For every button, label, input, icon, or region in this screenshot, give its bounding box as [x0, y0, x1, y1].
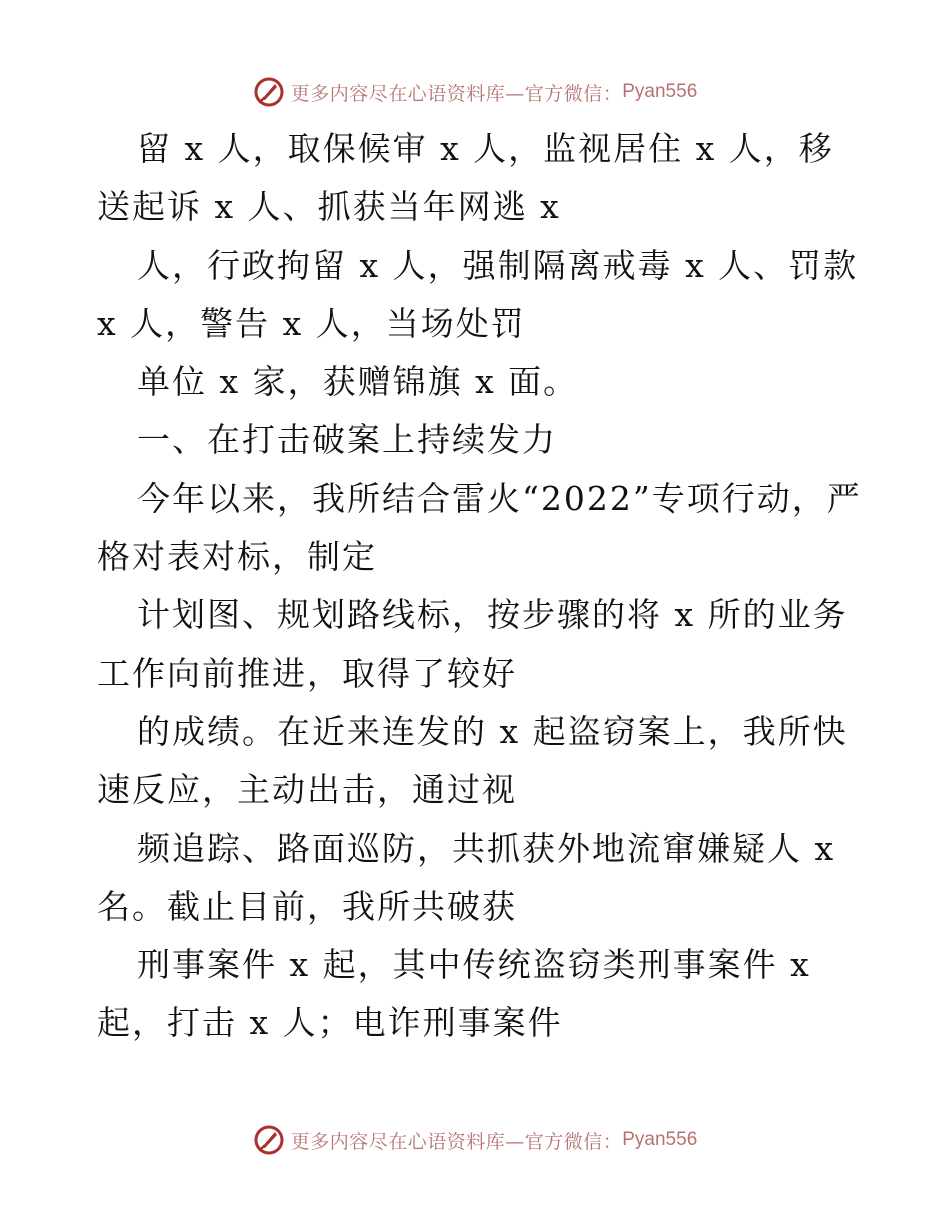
- body-line: x 人，警告 x 人，当场处罚: [97, 303, 526, 343]
- body-line: 工作向前推进，取得了较好: [97, 653, 517, 693]
- body-line: 人，行政拘留 x 人，强制隔离戒毒 x 人、罚款: [137, 245, 859, 285]
- body-line: 起，打击 x 人；电诈刑事案件: [97, 1003, 563, 1043]
- document-body: [97, 120, 862, 1053]
- header-banner-text: 更多内容尽在心语资料库—官方微信：: [290, 82, 623, 105]
- footer-banner-text: 更多内容尽在心语资料库—官方微信：: [290, 1130, 623, 1153]
- body-line: 速反应，主动出击，通过视: [97, 770, 517, 810]
- body-line: 的成绩。在近来连发的 x 起盗窃案上，我所快: [137, 711, 848, 751]
- body-line: 今年以来，我所结合雷火“2022”专项行动，严: [137, 478, 862, 518]
- footer-banner: [0, 1120, 950, 1160]
- header-banner-wechat: Pyan556: [622, 81, 698, 102]
- body-line: 单位 x 家，获赠锦旗 x 面。: [137, 362, 579, 402]
- footer-banner-wechat: Pyan556: [622, 1129, 698, 1150]
- feather-logo-icon: [253, 76, 285, 108]
- body-line: 留 x 人，取保候审 x 人，监视居住 x 人，移: [137, 129, 834, 168]
- header-banner: [0, 72, 950, 112]
- body-line: 计划图、规划路线标，按步骤的将 x 所的业务: [137, 595, 848, 635]
- body-line: 频追踪、路面巡防，共抓获外地流窜嫌疑人 x: [137, 828, 836, 868]
- body-line: 刑事案件 x 起，其中传统盗窃类刑事案件 x: [137, 945, 811, 985]
- body-line: 名。截止目前，我所共破获: [97, 886, 517, 926]
- section-heading: 一、在打击破案上持续发力: [137, 420, 557, 460]
- body-line: 格对表对标，制定: [97, 537, 377, 577]
- feather-logo-icon: [253, 1124, 285, 1156]
- body-line: 送起诉 x 人、抓获当年网逃 x: [97, 187, 561, 227]
